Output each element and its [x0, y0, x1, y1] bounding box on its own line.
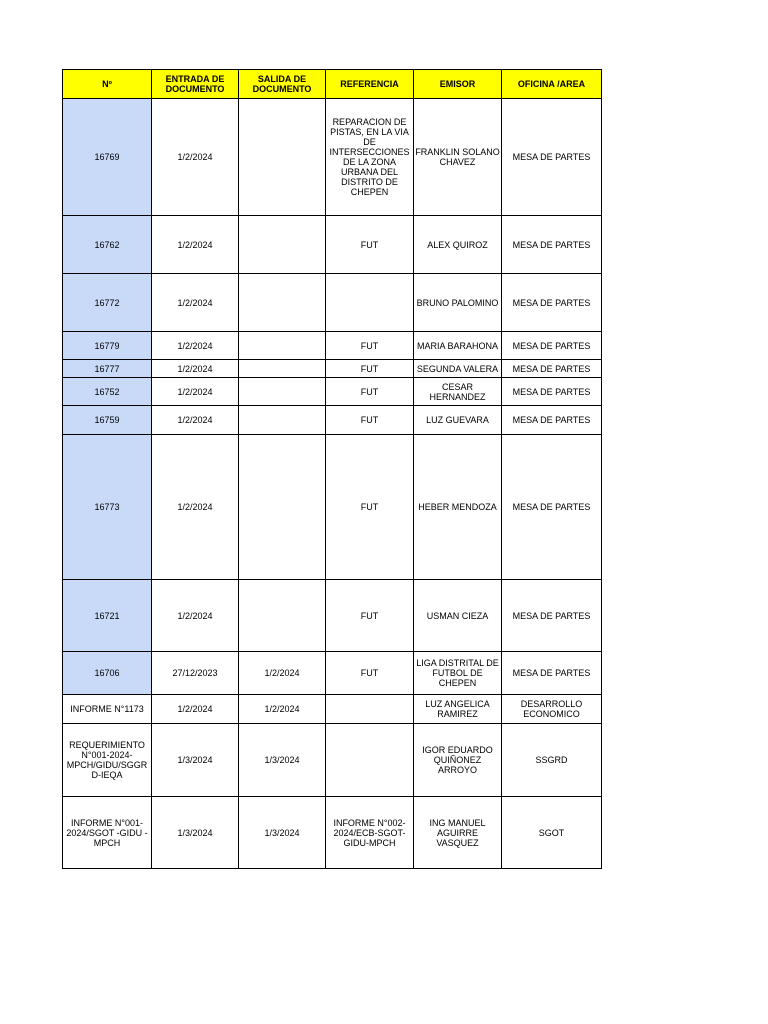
- cell-referencia: FUT: [326, 332, 414, 360]
- cell-oficina: SGOT: [502, 797, 602, 869]
- cell-referencia: [326, 274, 414, 332]
- cell-oficina: MESA DE PARTES: [502, 360, 602, 378]
- cell-oficina: MESA DE PARTES: [502, 274, 602, 332]
- cell-salida: [239, 360, 326, 378]
- cell-referencia: INFORME N°002-2024/ECB-SGOT-GIDU-MPCH: [326, 797, 414, 869]
- cell-numero: 16752: [63, 378, 152, 406]
- cell-emisor: ING MANUEL AGUIRRE VASQUEZ: [414, 797, 502, 869]
- cell-entrada: 1/2/2024: [152, 580, 239, 652]
- cell-referencia: FUT: [326, 435, 414, 580]
- cell-salida: [239, 378, 326, 406]
- cell-referencia: FUT: [326, 216, 414, 274]
- cell-entrada: 1/2/2024: [152, 378, 239, 406]
- cell-referencia: [326, 695, 414, 724]
- header-entrada: ENTRADA DE DOCUMENTO: [152, 70, 239, 99]
- table-row: [63, 406, 602, 435]
- table-row: [63, 360, 602, 378]
- cell-referencia: FUT: [326, 378, 414, 406]
- cell-emisor: HEBER MENDOZA: [414, 435, 502, 580]
- cell-numero: 16773: [63, 435, 152, 580]
- cell-entrada: 1/2/2024: [152, 274, 239, 332]
- header-salida: SALIDA DE DOCUMENTO: [239, 70, 326, 99]
- cell-salida: [239, 99, 326, 216]
- cell-entrada: 1/2/2024: [152, 435, 239, 580]
- cell-referencia: FUT: [326, 406, 414, 435]
- cell-emisor: LUZ GUEVARA: [414, 406, 502, 435]
- cell-salida: [239, 406, 326, 435]
- cell-salida: 1/2/2024: [239, 695, 326, 724]
- cell-emisor: BRUNO PALOMINO: [414, 274, 502, 332]
- document-log-table: [62, 69, 602, 869]
- cell-oficina: MESA DE PARTES: [502, 216, 602, 274]
- table-row: [63, 652, 602, 695]
- table-row: [63, 274, 602, 332]
- table-row: [63, 580, 602, 652]
- cell-numero: 16769: [63, 99, 152, 216]
- cell-oficina: MESA DE PARTES: [502, 435, 602, 580]
- table-row: [63, 435, 602, 580]
- cell-referencia: REPARACION DE PISTAS, EN LA VIA DE INTERSECCIONES DE LA ZONA URBANA DEL DISTRITO DE CHEPEN: [326, 99, 414, 216]
- table-row: [63, 378, 602, 406]
- cell-salida: [239, 332, 326, 360]
- cell-numero: INFORME N°001-2024/SGOT -GIDU -MPCH: [63, 797, 152, 869]
- cell-emisor: CESAR HERNANDEZ: [414, 378, 502, 406]
- table-row: [63, 216, 602, 274]
- cell-salida: [239, 580, 326, 652]
- table-row: [63, 797, 602, 869]
- cell-oficina: MESA DE PARTES: [502, 378, 602, 406]
- cell-salida: [239, 274, 326, 332]
- cell-oficina: MESA DE PARTES: [502, 652, 602, 695]
- cell-entrada: 1/2/2024: [152, 406, 239, 435]
- cell-numero: 16772: [63, 274, 152, 332]
- cell-emisor: LUZ ANGELICA RAMIREZ: [414, 695, 502, 724]
- cell-emisor: SEGUNDA VALERA: [414, 360, 502, 378]
- cell-salida: 1/3/2024: [239, 797, 326, 869]
- cell-referencia: FUT: [326, 580, 414, 652]
- table-row: [63, 695, 602, 724]
- cell-emisor: USMAN CIEZA: [414, 580, 502, 652]
- cell-oficina: SSGRD: [502, 724, 602, 797]
- cell-salida: [239, 216, 326, 274]
- cell-referencia: FUT: [326, 360, 414, 378]
- cell-entrada: 1/2/2024: [152, 332, 239, 360]
- cell-entrada: 1/2/2024: [152, 695, 239, 724]
- table-row: [63, 724, 602, 797]
- header-numero: Nº: [63, 70, 152, 99]
- cell-entrada: 1/3/2024: [152, 797, 239, 869]
- cell-entrada: 1/2/2024: [152, 99, 239, 216]
- cell-numero: 16706: [63, 652, 152, 695]
- table-row: [63, 332, 602, 360]
- cell-numero: REQUERIMIENTO N°001-2024-MPCH/GIDU/SGGRD-IEQA: [63, 724, 152, 797]
- cell-salida: 1/3/2024: [239, 724, 326, 797]
- cell-oficina: MESA DE PARTES: [502, 99, 602, 216]
- cell-oficina: DESARROLLO ECONOMICO: [502, 695, 602, 724]
- cell-salida: 1/2/2024: [239, 652, 326, 695]
- cell-salida: [239, 435, 326, 580]
- cell-emisor: MARIA BARAHONA: [414, 332, 502, 360]
- cell-oficina: MESA DE PARTES: [502, 332, 602, 360]
- table-row: [63, 99, 602, 216]
- cell-numero: 16777: [63, 360, 152, 378]
- cell-oficina: MESA DE PARTES: [502, 406, 602, 435]
- cell-entrada: 1/3/2024: [152, 724, 239, 797]
- cell-entrada: 27/12/2023: [152, 652, 239, 695]
- cell-emisor: IGOR EDUARDO QUIÑONEZ ARROYO: [414, 724, 502, 797]
- cell-entrada: 1/2/2024: [152, 360, 239, 378]
- header-emisor: EMISOR: [414, 70, 502, 99]
- header-referencia: REFERENCIA: [326, 70, 414, 99]
- cell-oficina: MESA DE PARTES: [502, 580, 602, 652]
- cell-emisor: LIGA DISTRITAL DE FUTBOL DE CHEPEN: [414, 652, 502, 695]
- cell-numero: 16721: [63, 580, 152, 652]
- cell-numero: 16779: [63, 332, 152, 360]
- cell-referencia: FUT: [326, 652, 414, 695]
- cell-emisor: ALEX QUIROZ: [414, 216, 502, 274]
- header-oficina: OFICINA /AREA: [502, 70, 602, 99]
- cell-numero: 16762: [63, 216, 152, 274]
- cell-entrada: 1/2/2024: [152, 216, 239, 274]
- cell-emisor: FRANKLIN SOLANO CHAVEZ: [414, 99, 502, 216]
- cell-referencia: [326, 724, 414, 797]
- table-header-row: [63, 70, 602, 99]
- cell-numero: INFORME N°1173: [63, 695, 152, 724]
- cell-numero: 16759: [63, 406, 152, 435]
